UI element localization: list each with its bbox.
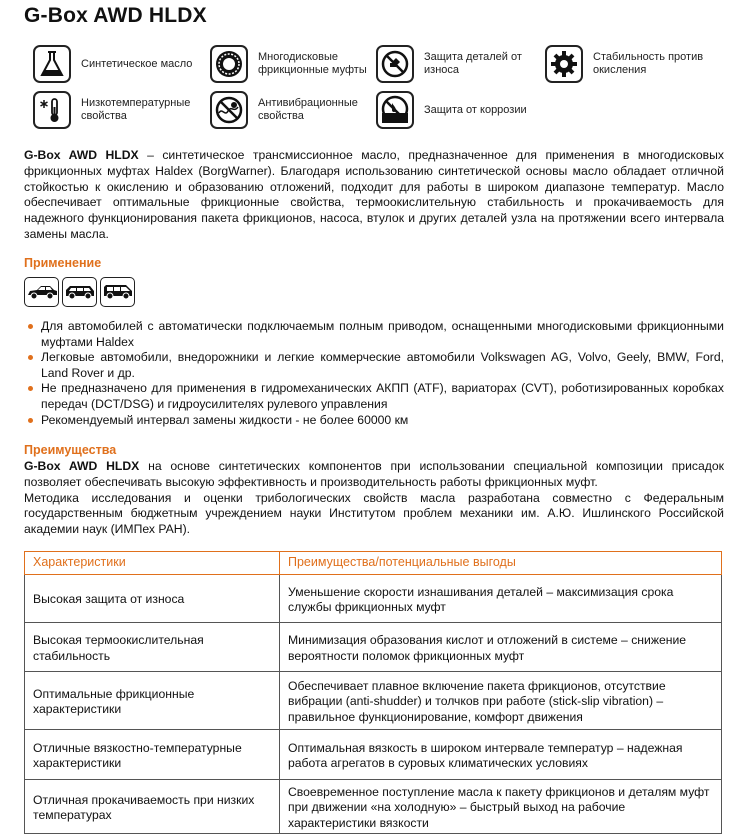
feature-label: Низкотемпературные свойства [81, 97, 191, 122]
feature-anti-vibration [210, 91, 373, 129]
bullet [28, 324, 33, 329]
thermometer-snowflake-icon [33, 91, 71, 129]
table-cell: Высокая термоокислительная стабильность [25, 623, 280, 672]
table-row [25, 575, 722, 623]
bullet [28, 355, 33, 360]
table-cell: Своевременное поступление масла к пакету фрикционов и деталям муфт при движении «на холодную» – быстрый выход на рабочие характеристики вязкости [280, 780, 722, 834]
table-row [25, 780, 722, 834]
wear-protection-icon [376, 45, 414, 83]
table-row [25, 623, 722, 672]
feature-label: Синтетическое масло [81, 57, 193, 70]
list-item: Легковые автомобили, внедорожники и легкие коммерческие автомобили Volkswagen AG, Volvo, Geely, BMW, Ford, Land Rover и др. [24, 350, 724, 381]
anti-vibration-icon [210, 91, 248, 129]
list-item: Не предназначено для применения в гидромеханических АКПП (ATF), вариаторах (CVT), роботизированных коробках передач (DCT/DSG) и гидроусилителях рулевого управления [24, 381, 724, 412]
suv-icon [62, 277, 97, 307]
feature-label: Антивибрационные свойства [258, 97, 358, 122]
table-row [25, 672, 722, 730]
methodology-text: Методика исследования и оценки трибологических свойств масла разработана совместно с Федеральным государственным бюджетным учреждением науки Институтом проблем механики им. А.Ю. Ишлинского Российской академии наук (ИМПех РАН). [24, 490, 724, 537]
advantages-heading: Преимущества [24, 443, 117, 457]
column-header: Преимущества/потенциальные выгоды [280, 552, 722, 575]
car-icon [24, 277, 59, 307]
page-title: G-Box AWD HLDX [24, 4, 207, 27]
feature-wear [376, 45, 534, 83]
table-cell: Уменьшение скорости изнашивания деталей – максимизация срока службы фрикционных муфт [280, 575, 722, 623]
intro-paragraph [24, 148, 724, 243]
feature-low-temp [33, 91, 196, 129]
column-header: Характеристики [25, 552, 280, 575]
feature-label: Многодисковые фрикционные муфты [258, 51, 367, 76]
list-item: Для автомобилей с автоматически подключаемым полным приводом, оснащенными многодисковыми фрикционными муфтами Haldex [24, 319, 724, 350]
table-cell: Отличные вязкостно-температурные характеристики [25, 730, 280, 780]
bullet [28, 386, 33, 391]
table-cell: Минимизация образования кислот и отложений в системе – снижение вероятности поломок фрикционных муфт [280, 623, 722, 672]
application-list [24, 319, 724, 428]
table-cell: Высокая защита от износа [25, 575, 280, 623]
table-header-row [25, 552, 722, 575]
feature-corrosion [376, 91, 527, 129]
table-cell: Обеспечивает плавное включение пакета фрикционов, отсутствие вибрации (anti-shudder) и толчков при работе (stick-slip vibration) – правильное функционирование, комфорт движения [280, 672, 722, 730]
bullet [28, 418, 33, 423]
feature-synthetic [33, 45, 192, 83]
application-heading: Применение [24, 256, 102, 270]
feature-label: Защита от коррозии [424, 103, 527, 116]
feature-friction-discs [210, 45, 378, 83]
product-name: G-Box AWD HLDX [24, 459, 140, 473]
table-cell: Оптимальная вязкость в широком интервале температур – надежная работа агрегатов в суровых климатических условиях [280, 730, 722, 780]
list-item: Рекомендуемый интервал замены жидкости - не более 60000 км [24, 413, 724, 429]
table-cell: Отличная прокачиваемость при низких температурах [25, 780, 280, 834]
characteristics-table [24, 551, 722, 834]
advantages-paragraph [24, 459, 724, 538]
van-icon [100, 277, 135, 307]
feature-label: Защита деталей от износа [424, 51, 522, 76]
flask-icon [33, 45, 71, 83]
table-row [25, 730, 722, 780]
vehicle-icons [24, 277, 135, 307]
product-name: G-Box AWD HLDX [24, 148, 139, 162]
feature-label: Стабильность против окисления [593, 51, 704, 76]
feature-oxidation [545, 45, 713, 83]
intro-text: – синтетическое трансмиссионное масло, предназначенное для применения в многодисковых фрикционных муфтах Haldex (BorgWarner). Благодаря использованию синтетической основы масло обладает отличной стойкостью к окислению и образованию отложений, подходит для работы в широком диапазоне температур. Масло обеспечивает оптимальные фрикционные свойства, термоокислительную стабильность и прокачиваемость для надежного функционирования пакета фрикционов, насоса, втулок и других деталей узла на протяжении всего интервала замены масла. [24, 148, 724, 241]
table-cell: Оптимальные фрикционные характеристики [25, 672, 280, 730]
oxidation-gear-icon [545, 45, 583, 83]
advantages-text: на основе синтетических компонентов при использовании специальной композиции присадок позволяет обеспечивать высокую эффективность и производительность работы фрикционных муфт. [24, 459, 724, 489]
corrosion-drop-icon [376, 91, 414, 129]
friction-disc-icon [210, 45, 248, 83]
